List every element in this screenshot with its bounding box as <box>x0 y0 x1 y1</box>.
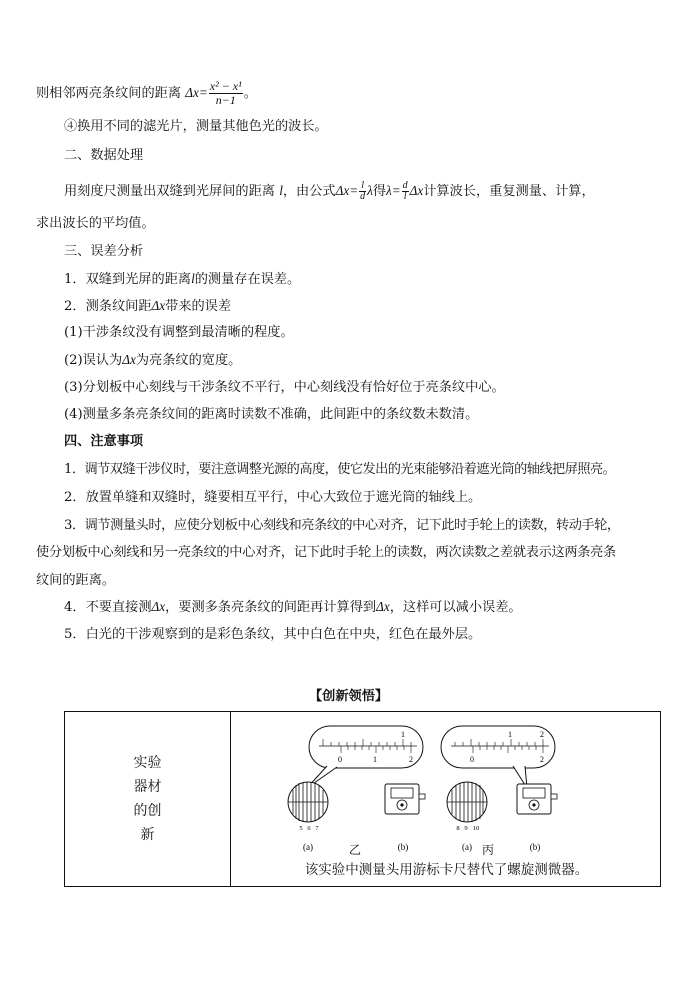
fraction-numerator: d <box>402 180 408 191</box>
note-1: 1．调节双缝干涉仪时，要注意调整光源的高度，使它发出的光束能够沿着遮光筒的轴线把屏照亮。 <box>64 462 616 477</box>
left-scale-bubble <box>307 726 423 788</box>
error-4-text-a: (2)误认为 <box>64 353 123 368</box>
line-2: ④换用不同的滤光片，测量其他色光的波长。 <box>64 119 328 134</box>
fraction-numerator: l <box>359 181 366 192</box>
left-vernier-label-0: 0 <box>338 755 342 764</box>
left-bottom-7: 7 <box>315 825 319 832</box>
fraction-l-over-d <box>359 181 366 202</box>
line-1-end: 。 <box>243 86 257 101</box>
error-2-text-a: 2．测条纹间距 <box>64 299 152 314</box>
right-measuring-head <box>517 784 557 814</box>
left-vernier-label-2: 2 <box>409 755 413 764</box>
fraction-denominator: n−1 <box>215 93 236 107</box>
dx-symbol: Δx <box>151 298 166 313</box>
left-main-label: 1 <box>401 730 405 739</box>
error-1 <box>64 270 300 289</box>
left-fringe-view <box>288 782 328 832</box>
left-sub-b: (b) <box>397 842 409 852</box>
line-1 <box>36 80 257 107</box>
line-1-text: 则相邻两亮条纹间的距离 <box>36 86 182 101</box>
dx-symbol: Δx <box>409 183 424 198</box>
fraction-denominator: l <box>403 191 407 202</box>
table-left-label: 实验器材的创新 <box>133 755 162 843</box>
error-4-text-b: 为亮条纹的宽度。 <box>135 353 242 368</box>
heading-notes: 四、注意事项 <box>64 434 144 449</box>
note-2: 2．放置单缝和双缝时，缝要相互平行，中心大致位于遮光筒的轴线上。 <box>64 490 482 505</box>
right-bottom-8: 8 <box>456 825 460 832</box>
heading-error-analysis: 三、误差分析 <box>64 244 144 259</box>
fraction-d-over-l <box>402 181 409 202</box>
error-1-text-b: 的测量存在误差。 <box>194 272 301 287</box>
fraction-numerator: x² − x¹ <box>209 79 242 93</box>
error-6: (4)测量多条亮条纹间的距离时读数不准确，此间距中的条纹数未数清。 <box>64 407 479 422</box>
fraction-denominator: d <box>360 191 366 202</box>
note-4 <box>64 598 522 617</box>
lambda-symbol: λ <box>367 183 373 198</box>
heading-data-processing: 二、数据处理 <box>64 148 144 163</box>
right-bottom-9: 9 <box>464 825 468 832</box>
note-3b: 使分划板中心刻线和另一亮条纹的中心对齐，记下此时手轮上的读数，两次读数之差就表示这两条亮条 <box>36 545 616 560</box>
note-5: 5．白光的干涉观察到的是彩色条纹，其中白色在中央，红色在最外层。 <box>64 627 482 642</box>
right-main-label-1: 1 <box>508 730 512 739</box>
error-1-text-a: 1．双缝到光屏的距离 <box>64 272 192 287</box>
line-3-text-c: 得 <box>372 184 387 199</box>
table-left-cell <box>65 712 230 886</box>
left-bottom-5: 5 <box>299 825 303 832</box>
right-sub-a: (a) <box>462 842 472 852</box>
symbol-l: l <box>279 183 283 198</box>
left-sub-a: (a) <box>303 842 313 852</box>
right-fringe-view <box>447 782 487 832</box>
line-3 <box>64 181 595 202</box>
fraction <box>209 80 243 107</box>
dx-symbol: Δx <box>151 599 166 614</box>
left-vernier-label-1: 1 <box>373 755 377 764</box>
note-4-text-b: ，要测多条亮条纹的间距再计算得到 <box>165 600 377 615</box>
note-3a: 3．调节测量头时，应使分划板中心刻线和亮条纹的中心对齐，记下此时手轮上的读数，转动手轮， <box>64 518 620 533</box>
error-2-text-b: 带来的误差 <box>165 299 232 314</box>
line-3-text-b: ，由公式 <box>282 184 336 199</box>
error-3: (1)干涉条纹没有调整到最清晰的程度。 <box>64 325 294 340</box>
error-5: (3)分划板中心刻线与干涉条纹不平行，中心刻线没有恰好位于亮条纹中心。 <box>64 380 505 395</box>
symbol-l: l <box>191 271 195 286</box>
dx-symbol: Δx <box>376 599 390 614</box>
line-3-text-d: 计算波长，重复测量、计算， <box>423 184 595 199</box>
lambda-equals: λ= <box>386 183 401 198</box>
table-caption: 该实验中测量头用游标卡尺替代了螺旋测微器。 <box>304 862 589 878</box>
right-bottom-10: 10 <box>472 825 480 832</box>
note-4-text-c: ，这样可以减小误差。 <box>389 600 522 615</box>
left-measuring-head <box>385 784 425 814</box>
error-4 <box>64 351 241 370</box>
note-3c: 纹间的距离。 <box>36 573 116 588</box>
right-vernier-label-0: 0 <box>470 755 474 764</box>
vernier-figure <box>245 722 575 857</box>
line-3-text-a: 用刻度尺测量出双缝到光屏间的距离 <box>64 184 275 199</box>
dx-symbol: Δx= <box>335 183 359 198</box>
group-label-right: 丙 <box>482 843 495 857</box>
left-bottom-6: 6 <box>307 825 311 832</box>
note-4-text-a: 4．不要直接测 <box>64 600 152 615</box>
right-main-label-2: 2 <box>540 730 544 739</box>
line-4: 求出波长的平均值。 <box>36 216 155 231</box>
right-sub-b: (b) <box>529 842 541 852</box>
right-scale-bubble <box>441 726 555 788</box>
dx-symbol: Δx= <box>185 85 208 100</box>
error-2 <box>64 297 231 316</box>
section-title: 【创新领悟】 <box>309 689 389 704</box>
dx-symbol: Δx <box>122 352 136 367</box>
right-vernier-label-2: 2 <box>540 755 544 764</box>
group-label-left: 乙 <box>349 843 362 857</box>
